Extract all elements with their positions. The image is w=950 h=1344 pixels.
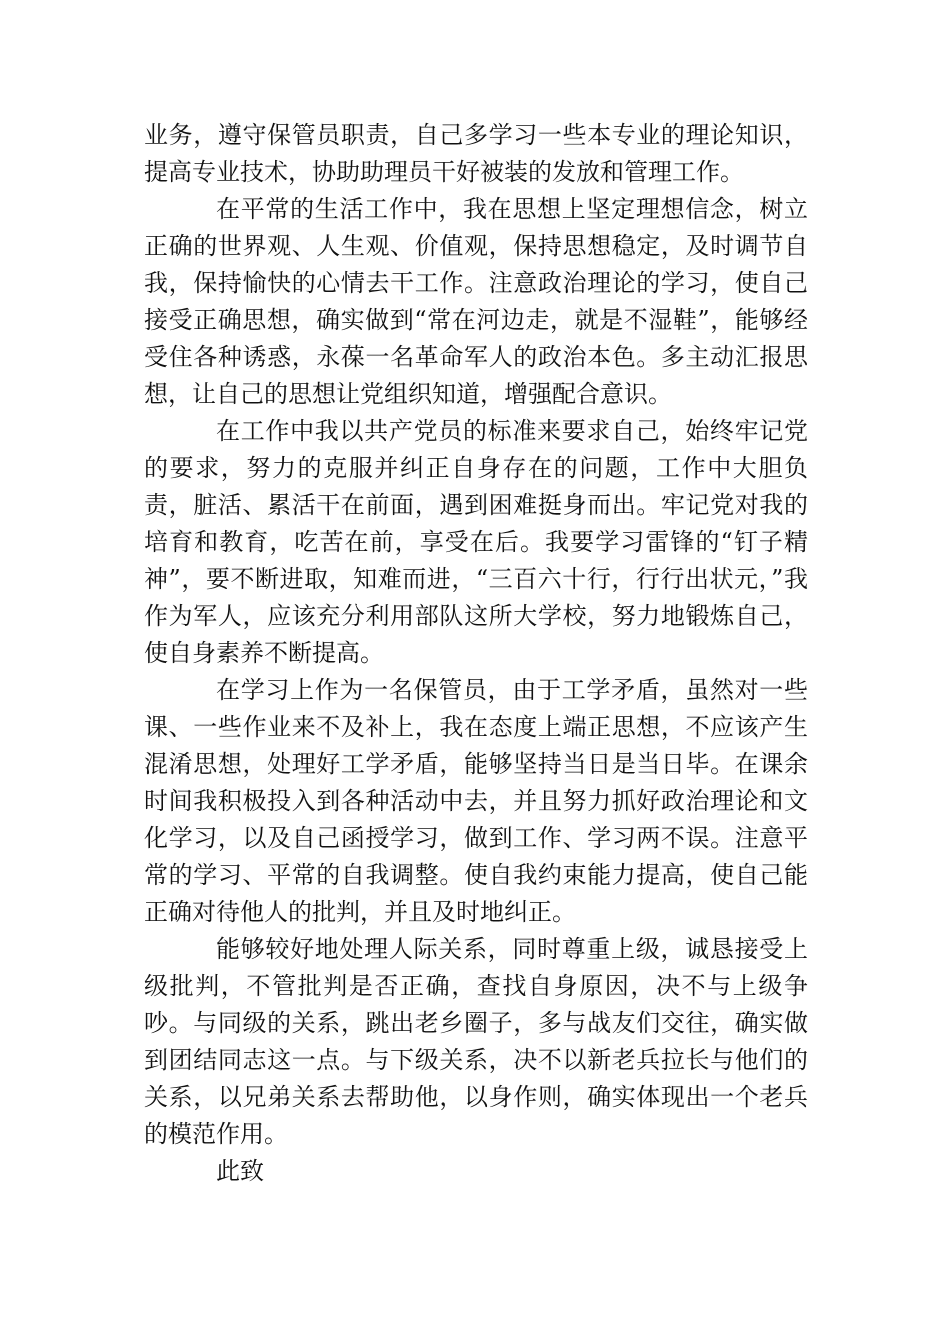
- paragraph-study: 在学习上作为一名保管员，由于工学矛盾，虽然对一些课、一些作业来不及补上，我在态度上端正思想，不应该产生混淆思想，处理好工学矛盾，能够坚持当日是当日毕。在课余时间我积极投入到各种活动中去，并且努力抓好政治理论和文化学习，以及自己函授学习，做到工作、学习两不误。注意平常的学习、平常的自我调整。使自我约束能力提高，使自己能正确对待他人的批判，并且及时地纠正。: [144, 676, 808, 926]
- paragraph-relations: 能够较好地处理人际关系，同时尊重上级，诚恳接受上级批判，不管批判是否正确，查找自身原因，决不与上级争吵。与同级的关系，跳出老乡圈子，多与战友们交往，确实做到团结同志这一点。与下级关系，决不以新老兵拉长与他们的关系，以兄弟关系去帮助他，以身作则，确实体现出一个老兵的模范作用。: [144, 935, 808, 1148]
- paragraph-work: 在工作中我以共产党员的标准来要求自己，始终牢记党的要求，努力的克服并纠正自身存在的问题，工作中大胆负责，脏活、累活干在前面，遇到困难挺身而出。牢记党对我的培育和教育，吃苦在前，享受在后。我要学习雷锋的“钉子精神”，要不断进取，知难而进，“三百六十行，行行出状元，”我作为军人，应该充分利用部队这所大学校，努力地锻炼自己，使自身素养不断提高。: [144, 417, 808, 667]
- paragraph-ideology: 在平常的生活工作中，我在思想上坚定理想信念，树立正确的世界观、人生观、价值观，保持思想稳定，及时调节自我，保持愉快的心情去干工作。注意政治理论的学习，使自己接受正确思想，确实做到“常在河边走，就是不湿鞋”，能够经受住各种诱惑，永葆一名革命军人的政治本色。多主动汇报思想，让自己的思想让党组织知道，增强配合意识。: [144, 195, 808, 408]
- paragraph-continued: 业务，遵守保管员职责，自己多学习一些本专业的理论知识，提高专业技术，协助助理员干好被装的发放和管理工作。: [144, 121, 808, 186]
- document-page: [144, 117, 808, 1190]
- closing-salutation: 此致: [216, 1157, 264, 1185]
